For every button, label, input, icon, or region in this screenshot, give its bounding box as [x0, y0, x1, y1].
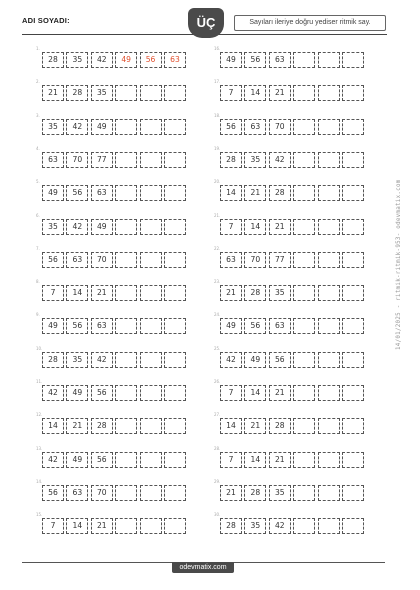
given-number-cell: 21 — [269, 385, 291, 401]
answer-blank[interactable] — [164, 452, 186, 468]
answer-blank[interactable] — [293, 85, 315, 101]
exercise-number: 18. — [214, 112, 221, 118]
exercise-number: 21. — [214, 212, 221, 218]
given-number-cell: 7 — [42, 285, 64, 301]
answer-blank[interactable] — [164, 152, 186, 168]
given-number-cell: 28 — [66, 85, 88, 101]
given-number-cell: 56 — [91, 452, 113, 468]
answer-blank[interactable] — [342, 119, 364, 135]
exercise-number: 3. — [36, 112, 40, 118]
given-number-cell: 56 — [42, 252, 64, 268]
answer-blank[interactable] — [164, 518, 186, 534]
given-number-cell: 28 — [269, 185, 291, 201]
given-number-cell: 56 — [66, 185, 88, 201]
answer-blank[interactable] — [342, 85, 364, 101]
answer-blank[interactable] — [318, 452, 340, 468]
answer-blank[interactable] — [115, 452, 137, 468]
answer-blank[interactable] — [318, 518, 340, 534]
answer-blank[interactable] — [164, 252, 186, 268]
given-number-cell: 49 — [42, 185, 64, 201]
answer-blank[interactable] — [318, 152, 340, 168]
example-answer-cell: 49 — [115, 52, 137, 68]
given-number-cell: 42 — [269, 152, 291, 168]
exercise-number: 29. — [214, 478, 221, 484]
exercise-number: 17. — [214, 79, 221, 85]
exercise-number: 2. — [36, 79, 40, 85]
answer-blank[interactable] — [318, 352, 340, 368]
given-number-cell: 35 — [244, 152, 266, 168]
given-number-cell: 28 — [244, 285, 266, 301]
answer-blank[interactable] — [115, 219, 137, 235]
answer-blank[interactable] — [140, 285, 162, 301]
answer-blank[interactable] — [318, 85, 340, 101]
answer-blank[interactable] — [342, 52, 364, 68]
given-number-cell: 49 — [91, 219, 113, 235]
answer-blank[interactable] — [140, 485, 162, 501]
given-number-cell: 14 — [66, 518, 88, 534]
answer-blank[interactable] — [140, 185, 162, 201]
given-number-cell: 14 — [220, 418, 242, 434]
answer-blank[interactable] — [115, 252, 137, 268]
exercise-number: 4. — [36, 145, 40, 151]
answer-blank[interactable] — [342, 452, 364, 468]
answer-blank[interactable] — [318, 285, 340, 301]
given-number-cell: 35 — [269, 285, 291, 301]
exercise-number: 14. — [36, 478, 43, 484]
answer-blank[interactable] — [293, 185, 315, 201]
answer-blank[interactable] — [115, 352, 137, 368]
answer-blank[interactable] — [318, 119, 340, 135]
instruction-box: Sayıları ileriye doğru yediser ritmik say. — [234, 15, 386, 31]
answer-blank[interactable] — [293, 418, 315, 434]
answer-blank[interactable] — [164, 485, 186, 501]
given-number-cell: 14 — [244, 452, 266, 468]
given-number-cell: 14 — [66, 285, 88, 301]
given-number-cell: 21 — [66, 418, 88, 434]
given-number-cell: 56 — [66, 318, 88, 334]
given-number-cell: 14 — [244, 385, 266, 401]
answer-blank[interactable] — [342, 185, 364, 201]
given-number-cell: 63 — [244, 119, 266, 135]
given-number-cell: 49 — [66, 385, 88, 401]
given-number-cell: 63 — [66, 252, 88, 268]
exercise-number: 11. — [36, 379, 43, 384]
exercise-number: 15. — [36, 512, 43, 518]
answer-blank[interactable] — [293, 285, 315, 301]
given-number-cell: 14 — [244, 85, 266, 101]
given-number-cell: 77 — [269, 252, 291, 268]
example-answer-cell: 56 — [140, 52, 162, 68]
answer-blank[interactable] — [293, 219, 315, 235]
exercise-number: 26. — [214, 379, 221, 384]
answer-blank[interactable] — [318, 485, 340, 501]
given-number-cell: 63 — [66, 485, 88, 501]
answer-blank[interactable] — [164, 418, 186, 434]
answer-blank[interactable] — [164, 85, 186, 101]
exercise-number: 5. — [36, 179, 40, 185]
answer-blank[interactable] — [318, 252, 340, 268]
answer-blank[interactable] — [164, 318, 186, 334]
given-number-cell: 42 — [66, 119, 88, 135]
given-number-cell: 14 — [42, 418, 64, 434]
exercise-number: 7. — [36, 245, 40, 251]
given-number-cell: 49 — [91, 119, 113, 135]
answer-blank[interactable] — [115, 85, 137, 101]
answer-blank[interactable] — [342, 418, 364, 434]
exercise-number: 12. — [36, 412, 43, 418]
answer-blank[interactable] — [140, 219, 162, 235]
given-number-cell: 63 — [220, 252, 242, 268]
given-number-cell: 56 — [42, 485, 64, 501]
answer-blank[interactable] — [318, 418, 340, 434]
given-number-cell: 70 — [269, 119, 291, 135]
given-number-cell: 28 — [42, 352, 64, 368]
given-number-cell: 35 — [42, 219, 64, 235]
answer-blank[interactable] — [293, 152, 315, 168]
answer-blank[interactable] — [164, 385, 186, 401]
answer-blank[interactable] — [342, 352, 364, 368]
answer-blank[interactable] — [342, 252, 364, 268]
answer-blank[interactable] — [342, 318, 364, 334]
given-number-cell: 35 — [66, 352, 88, 368]
given-number-cell: 7 — [220, 452, 242, 468]
given-number-cell: 70 — [91, 485, 113, 501]
given-number-cell: 56 — [91, 385, 113, 401]
given-number-cell: 21 — [91, 518, 113, 534]
given-number-cell: 21 — [42, 85, 64, 101]
given-number-cell: 28 — [244, 485, 266, 501]
given-number-cell: 21 — [91, 285, 113, 301]
given-number-cell: 28 — [269, 418, 291, 434]
given-number-cell: 42 — [91, 52, 113, 68]
exercise-number: 27. — [214, 412, 221, 418]
given-number-cell: 56 — [269, 352, 291, 368]
answer-blank[interactable] — [140, 385, 162, 401]
given-number-cell: 42 — [42, 385, 64, 401]
given-number-cell: 56 — [244, 52, 266, 68]
exercise-number: 13. — [36, 445, 43, 451]
exercise-number: 6. — [36, 212, 40, 218]
answer-blank[interactable] — [342, 385, 364, 401]
given-number-cell: 49 — [42, 318, 64, 334]
given-number-cell: 63 — [269, 52, 291, 68]
exercise-number: 22. — [214, 245, 221, 251]
answer-blank[interactable] — [318, 52, 340, 68]
answer-blank[interactable] — [140, 119, 162, 135]
exercise-number: 16. — [214, 46, 221, 51]
answer-blank[interactable] — [115, 385, 137, 401]
exercise-number: 10. — [36, 345, 43, 351]
given-number-cell: 49 — [244, 352, 266, 368]
example-answer-cell: 63 — [164, 52, 186, 68]
answer-blank[interactable] — [164, 185, 186, 201]
answer-blank[interactable] — [140, 518, 162, 534]
given-number-cell: 7 — [220, 385, 242, 401]
given-number-cell: 7 — [42, 518, 64, 534]
answer-blank[interactable] — [140, 252, 162, 268]
given-number-cell: 63 — [269, 318, 291, 334]
answer-blank[interactable] — [318, 185, 340, 201]
given-number-cell: 49 — [66, 452, 88, 468]
answer-blank[interactable] — [342, 219, 364, 235]
given-number-cell: 42 — [66, 219, 88, 235]
given-number-cell: 49 — [220, 318, 242, 334]
footer-brand: odevmatix.com — [172, 562, 234, 573]
given-number-cell: 70 — [66, 152, 88, 168]
answer-blank[interactable] — [293, 119, 315, 135]
given-number-cell: 42 — [220, 352, 242, 368]
given-number-cell: 7 — [220, 85, 242, 101]
exercise-number: 9. — [36, 312, 40, 318]
answer-blank[interactable] — [293, 485, 315, 501]
given-number-cell: 35 — [269, 485, 291, 501]
answer-blank[interactable] — [164, 352, 186, 368]
given-number-cell: 49 — [220, 52, 242, 68]
given-number-cell: 42 — [269, 518, 291, 534]
answer-blank[interactable] — [293, 452, 315, 468]
answer-blank[interactable] — [164, 219, 186, 235]
given-number-cell: 28 — [42, 52, 64, 68]
given-number-cell: 21 — [244, 418, 266, 434]
answer-blank[interactable] — [115, 485, 137, 501]
given-number-cell: 70 — [244, 252, 266, 268]
exercise-number: 28. — [214, 445, 221, 451]
answer-blank[interactable] — [342, 485, 364, 501]
given-number-cell: 35 — [42, 119, 64, 135]
answer-blank[interactable] — [318, 318, 340, 334]
exercise-number: 25. — [214, 345, 221, 351]
given-number-cell: 63 — [91, 318, 113, 334]
exercise-number: 1. — [36, 46, 40, 51]
answer-blank[interactable] — [293, 385, 315, 401]
given-number-cell: 42 — [42, 452, 64, 468]
answer-blank[interactable] — [140, 418, 162, 434]
given-number-cell: 35 — [91, 85, 113, 101]
given-number-cell: 14 — [220, 185, 242, 201]
answer-blank[interactable] — [115, 318, 137, 334]
answer-blank[interactable] — [164, 119, 186, 135]
given-number-cell: 28 — [91, 418, 113, 434]
given-number-cell: 14 — [244, 219, 266, 235]
exercise-number: 23. — [214, 279, 221, 285]
answer-blank[interactable] — [342, 285, 364, 301]
given-number-cell: 63 — [91, 185, 113, 201]
exercise-number: 19. — [214, 145, 221, 151]
answer-blank[interactable] — [115, 518, 137, 534]
exercise-number: 20. — [214, 179, 221, 185]
given-number-cell: 21 — [269, 452, 291, 468]
answer-blank[interactable] — [115, 418, 137, 434]
given-number-cell: 63 — [42, 152, 64, 168]
answer-blank[interactable] — [115, 152, 137, 168]
given-number-cell: 21 — [244, 185, 266, 201]
answer-blank[interactable] — [293, 252, 315, 268]
answer-blank[interactable] — [318, 385, 340, 401]
answer-blank[interactable] — [342, 152, 364, 168]
answer-blank[interactable] — [115, 119, 137, 135]
given-number-cell: 21 — [269, 85, 291, 101]
given-number-cell: 35 — [66, 52, 88, 68]
answer-blank[interactable] — [342, 518, 364, 534]
given-number-cell: 35 — [244, 518, 266, 534]
given-number-cell: 28 — [220, 152, 242, 168]
answer-blank[interactable] — [293, 518, 315, 534]
given-number-cell: 7 — [220, 219, 242, 235]
given-number-cell: 42 — [91, 352, 113, 368]
answer-blank[interactable] — [140, 452, 162, 468]
given-number-cell: 21 — [269, 219, 291, 235]
exercise-number: 30. — [214, 512, 221, 518]
answer-blank[interactable] — [293, 352, 315, 368]
given-number-cell: 28 — [220, 518, 242, 534]
answer-blank[interactable] — [115, 285, 137, 301]
answer-blank[interactable] — [318, 219, 340, 235]
given-number-cell: 21 — [220, 285, 242, 301]
given-number-cell: 56 — [220, 119, 242, 135]
answer-blank[interactable] — [140, 152, 162, 168]
answer-blank[interactable] — [115, 185, 137, 201]
exercise-number: 8. — [36, 279, 40, 285]
given-number-cell: 77 — [91, 152, 113, 168]
given-number-cell: 70 — [91, 252, 113, 268]
answer-blank[interactable] — [140, 85, 162, 101]
answer-blank[interactable] — [293, 318, 315, 334]
answer-blank[interactable] — [140, 318, 162, 334]
exercise-number: 24. — [214, 312, 221, 318]
answer-blank[interactable] — [164, 285, 186, 301]
grade-badge: ÜÇ — [188, 8, 224, 38]
name-label: ADI SOYADI: — [22, 16, 70, 25]
answer-blank[interactable] — [293, 52, 315, 68]
given-number-cell: 56 — [244, 318, 266, 334]
worksheet-header — [22, 0, 387, 42]
answer-blank[interactable] — [140, 352, 162, 368]
side-watermark-text: 14/01/2025 - ritmik-ritmik-953- odevmatix.com — [396, 179, 402, 350]
given-number-cell: 21 — [220, 485, 242, 501]
